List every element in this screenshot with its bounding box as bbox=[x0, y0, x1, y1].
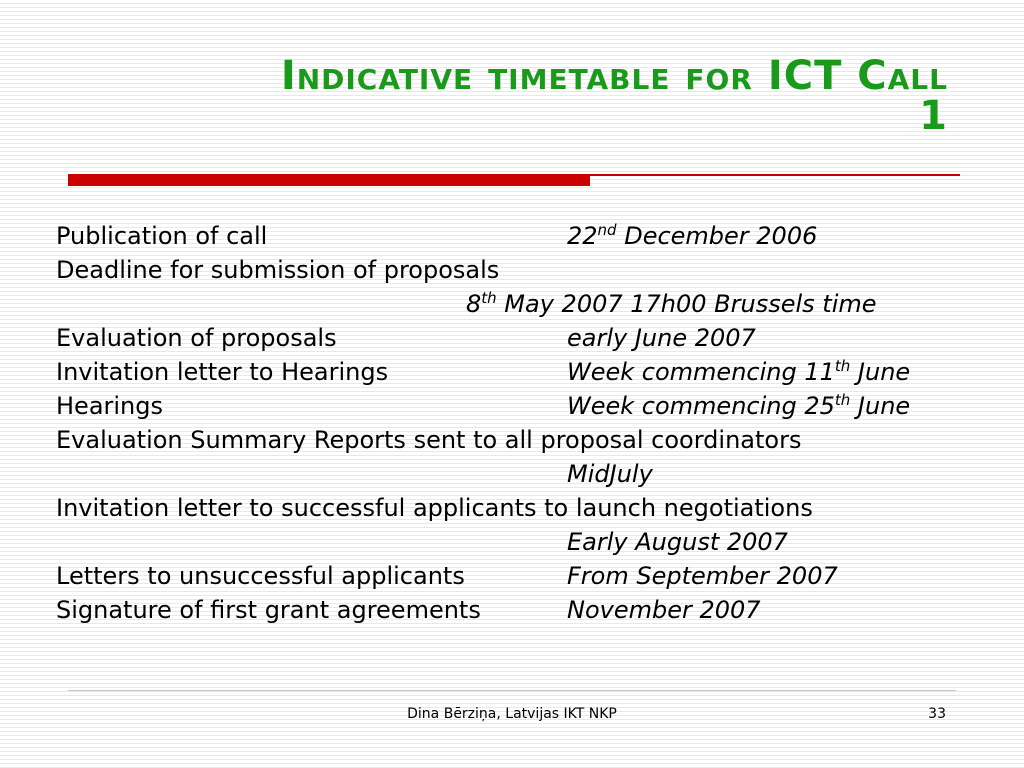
slide-title-line-1: Indicative timetable for ICT Call bbox=[280, 53, 948, 99]
timetable-date: November 2007 bbox=[567, 596, 761, 624]
timetable-label: Hearings bbox=[56, 392, 164, 420]
timetable-date: 22nd December 2006 bbox=[567, 221, 818, 250]
title-underline-accent bbox=[68, 174, 590, 186]
footer-divider bbox=[68, 690, 956, 691]
timetable-row-hearing-invitation bbox=[56, 355, 976, 389]
timetable-row-grant-agreements bbox=[56, 593, 976, 627]
slide-title bbox=[100, 53, 948, 139]
timetable-label: Invitation letter to successful applicants to launch negotiations bbox=[56, 494, 813, 522]
timetable-row-summary-reports-date bbox=[56, 457, 976, 491]
timetable-row-negotiations bbox=[56, 491, 976, 525]
timetable-label: Deadline for submission of proposals bbox=[56, 256, 500, 284]
timetable-date: MidJuly bbox=[567, 460, 653, 488]
timetable-date: Week commencing 25th June bbox=[567, 391, 911, 420]
timetable-row-deadline-date bbox=[56, 287, 976, 321]
timetable-label: Invitation letter to Hearings bbox=[56, 358, 389, 386]
timetable-row-publication bbox=[56, 219, 976, 253]
title-underline-thin bbox=[590, 174, 960, 176]
timetable-date: Early August 2007 bbox=[567, 528, 788, 556]
timetable-row-unsuccessful bbox=[56, 559, 976, 593]
timetable-row-negotiations-date bbox=[56, 525, 976, 559]
timetable-label: Letters to unsuccessful applicants bbox=[56, 562, 465, 590]
timetable-label: Publication of call bbox=[56, 222, 268, 250]
timetable-row-deadline bbox=[56, 253, 976, 287]
footer-author: Dina Bērziņa, Latvijas IKT NKP bbox=[407, 706, 617, 722]
timetable-date: Week commencing 11th June bbox=[567, 357, 911, 386]
page-number: 33 bbox=[928, 706, 946, 722]
timetable-row-evaluation bbox=[56, 321, 976, 355]
slide-title-line-2: 1 bbox=[919, 93, 948, 139]
timetable-row-hearings bbox=[56, 389, 976, 423]
timetable-label: Evaluation of proposals bbox=[56, 324, 337, 352]
timetable-label: Evaluation Summary Reports sent to all proposal coordinators bbox=[56, 426, 802, 454]
timetable-label: Signature of first grant agreements bbox=[56, 596, 481, 624]
timetable-date: From September 2007 bbox=[567, 562, 838, 590]
timetable-date: early June 2007 bbox=[567, 324, 756, 352]
timetable-row-summary-reports bbox=[56, 423, 976, 457]
timetable-date: 8th May 2007 17h00 Brussels time bbox=[466, 289, 877, 318]
timetable-list bbox=[56, 219, 976, 627]
